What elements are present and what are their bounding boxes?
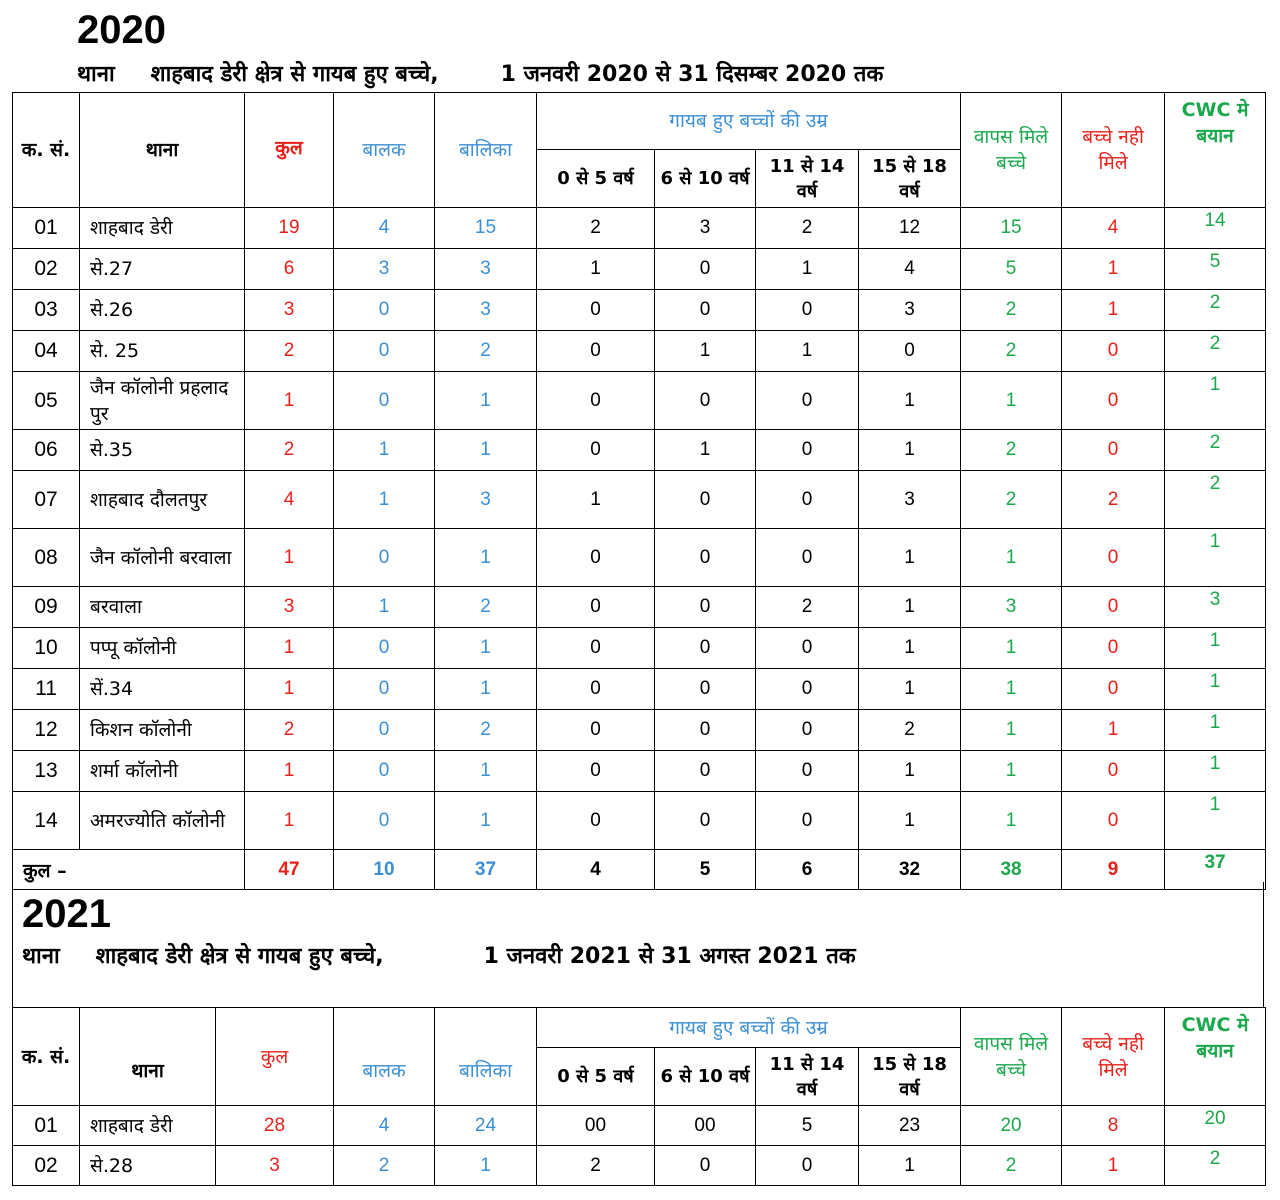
table-row — [13, 669, 1266, 710]
header-boys: बालक — [334, 1008, 435, 1106]
row-cwc: 20 — [1165, 1106, 1266, 1146]
row-boys: 0 — [334, 529, 435, 587]
table-row — [13, 628, 1266, 669]
row-sr: 09 — [13, 587, 80, 628]
row-station: शाहबाद डेरी — [80, 208, 245, 249]
table-row — [13, 1146, 1266, 1186]
row-station: शाहबाद दौलतपुर — [80, 471, 245, 529]
row-age-15-18: 3 — [859, 290, 961, 331]
row-age-15-18: 1 — [859, 587, 961, 628]
row-not-found: 1 — [1062, 1146, 1165, 1186]
header-sr: क. सं. — [13, 93, 80, 208]
row-age-6-10: 3 — [655, 208, 756, 249]
row-boys: 0 — [334, 669, 435, 710]
row-age-15-18: 0 — [859, 331, 961, 372]
row-total: 1 — [245, 751, 334, 792]
row-age-6-10: 0 — [655, 372, 756, 430]
row-not-found: 0 — [1062, 587, 1165, 628]
row-not-found: 0 — [1062, 529, 1165, 587]
row-girls: 15 — [435, 208, 537, 249]
row-age-11-14: 0 — [756, 792, 859, 850]
row-girls: 3 — [435, 471, 537, 529]
row-age-6-10: 0 — [655, 751, 756, 792]
row-age-6-10: 0 — [655, 669, 756, 710]
header-station: थाना — [80, 93, 245, 208]
row-not-found: 0 — [1062, 331, 1165, 372]
row-cwc: 1 — [1165, 372, 1266, 430]
row-sr: 01 — [13, 1106, 80, 1146]
row-age-11-14: 1 — [756, 249, 859, 290]
row-age-6-10: 0 — [655, 471, 756, 529]
row-age-11-14: 5 — [756, 1106, 859, 1146]
row-cwc: 1 — [1165, 710, 1266, 751]
header-girls: बालिका — [435, 1008, 537, 1106]
row-total: 2 — [245, 430, 334, 471]
row-age-11-14: 2 — [756, 208, 859, 249]
row-not-found: 0 — [1062, 751, 1165, 792]
row-found: 1 — [961, 710, 1062, 751]
header-not-found: बच्चे नही मिले — [1062, 1008, 1165, 1106]
subtitle-right: 1 जनवरी 2021 से 31 अगस्त 2021 तक — [483, 944, 856, 969]
year-title-2021: 2021 — [22, 892, 111, 936]
row-sr: 06 — [13, 430, 80, 471]
row-boys: 0 — [334, 751, 435, 792]
row-age-15-18: 1 — [859, 430, 961, 471]
row-girls: 1 — [435, 1146, 537, 1186]
row-girls: 1 — [435, 751, 537, 792]
row-cwc: 2 — [1165, 471, 1266, 529]
row-station: से.27 — [80, 249, 245, 290]
row-found: 15 — [961, 208, 1062, 249]
row-girls: 1 — [435, 372, 537, 430]
row-total: 4 — [245, 471, 334, 529]
header-sr: क. सं. — [13, 1008, 80, 1106]
row-cwc: 5 — [1165, 249, 1266, 290]
row-age-15-18: 1 — [859, 751, 961, 792]
row-station: शर्मा कॉलोनी — [80, 751, 245, 792]
row-total: 1 — [245, 792, 334, 850]
row-age-0-5: 00 — [537, 1106, 655, 1146]
row-age-6-10: 0 — [655, 792, 756, 850]
totals-total: 47 — [245, 850, 334, 890]
row-not-found: 0 — [1062, 372, 1165, 430]
row-cwc: 1 — [1165, 751, 1266, 792]
row-not-found: 8 — [1062, 1106, 1165, 1146]
row-total: 1 — [245, 669, 334, 710]
row-station: से.35 — [80, 430, 245, 471]
table-row — [13, 1106, 1266, 1146]
row-age-0-5: 0 — [537, 669, 655, 710]
row-sr: 03 — [13, 290, 80, 331]
row-boys: 0 — [334, 792, 435, 850]
row-total: 1 — [245, 372, 334, 430]
totals-age-11-14: 6 — [756, 850, 859, 890]
row-cwc: 3 — [1165, 587, 1266, 628]
header-not-found: बच्चे नही मिले — [1062, 93, 1165, 208]
row-not-found: 1 — [1062, 249, 1165, 290]
row-age-15-18: 1 — [859, 628, 961, 669]
row-not-found: 0 — [1062, 628, 1165, 669]
row-age-11-14: 0 — [756, 430, 859, 471]
row-girls: 1 — [435, 430, 537, 471]
row-cwc: 1 — [1165, 792, 1266, 850]
row-total: 1 — [245, 529, 334, 587]
row-total: 1 — [245, 628, 334, 669]
row-found: 1 — [961, 792, 1062, 850]
header-age-11-14: 11 से 14 वर्ष — [756, 1048, 859, 1106]
row-sr: 02 — [13, 1146, 80, 1186]
row-found: 1 — [961, 372, 1062, 430]
row-sr: 10 — [13, 628, 80, 669]
subtitle-left: थाना — [22, 944, 60, 969]
row-found: 2 — [961, 430, 1062, 471]
header-total: कुल — [216, 1008, 334, 1106]
table-row — [13, 710, 1266, 751]
table-row — [13, 208, 1266, 249]
table-row — [13, 249, 1266, 290]
row-found: 1 — [961, 628, 1062, 669]
row-age-11-14: 0 — [756, 372, 859, 430]
totals-not-found: 9 — [1062, 850, 1165, 890]
row-girls: 3 — [435, 290, 537, 331]
row-found: 1 — [961, 669, 1062, 710]
row-cwc: 2 — [1165, 331, 1266, 372]
row-cwc: 2 — [1165, 430, 1266, 471]
row-found: 3 — [961, 587, 1062, 628]
row-station: पप्पू कॉलोनी — [80, 628, 245, 669]
row-boys: 0 — [334, 331, 435, 372]
row-not-found: 0 — [1062, 669, 1165, 710]
row-girls: 1 — [435, 529, 537, 587]
subtitle-right: 1 जनवरी 2020 से 31 दिसम्बर 2020 तक — [500, 62, 884, 87]
row-age-15-18: 1 — [859, 529, 961, 587]
row-station: जैन कॉलोनी प्रहलाद पुर — [80, 372, 245, 430]
totals-age-0-5: 4 — [537, 850, 655, 890]
row-not-found: 0 — [1062, 430, 1165, 471]
row-age-0-5: 1 — [537, 249, 655, 290]
row-age-0-5: 0 — [537, 290, 655, 331]
row-total: 19 — [245, 208, 334, 249]
row-total: 6 — [245, 249, 334, 290]
row-age-15-18: 3 — [859, 471, 961, 529]
row-boys: 4 — [334, 1106, 435, 1146]
row-boys: 0 — [334, 372, 435, 430]
year-title-2020: 2020 — [77, 8, 166, 52]
row-sr: 11 — [13, 669, 80, 710]
header-age-0-5: 0 से 5 वर्ष — [537, 1048, 655, 1106]
totals-boys: 10 — [334, 850, 435, 890]
row-sr: 05 — [13, 372, 80, 430]
table-row — [13, 471, 1266, 529]
row-age-0-5: 0 — [537, 587, 655, 628]
row-age-15-18: 4 — [859, 249, 961, 290]
row-age-0-5: 0 — [537, 792, 655, 850]
row-age-0-5: 1 — [537, 471, 655, 529]
row-cwc: 1 — [1165, 628, 1266, 669]
row-age-0-5: 2 — [537, 1146, 655, 1186]
row-girls: 1 — [435, 628, 537, 669]
header-station: थाना — [80, 1008, 216, 1106]
row-station: किशन कॉलोनी — [80, 710, 245, 751]
header-age-15-18: 15 से 18 वर्ष — [859, 150, 961, 208]
row-sr: 14 — [13, 792, 80, 850]
subtitle-left: थाना — [77, 62, 115, 87]
row-found: 2 — [961, 290, 1062, 331]
row-age-6-10: 0 — [655, 628, 756, 669]
row-age-11-14: 0 — [756, 1146, 859, 1186]
row-girls: 2 — [435, 710, 537, 751]
row-age-6-10: 1 — [655, 430, 756, 471]
totals-age-15-18: 32 — [859, 850, 961, 890]
header-age-6-10: 6 से 10 वर्ष — [655, 1048, 756, 1106]
totals-age-6-10: 5 — [655, 850, 756, 890]
table-row — [13, 529, 1266, 587]
row-sr: 07 — [13, 471, 80, 529]
row-cwc: 2 — [1165, 1146, 1266, 1186]
row-age-0-5: 0 — [537, 628, 655, 669]
row-age-11-14: 0 — [756, 751, 859, 792]
row-cwc: 2 — [1165, 290, 1266, 331]
row-station: से.26 — [80, 290, 245, 331]
row-age-15-18: 1 — [859, 669, 961, 710]
row-age-15-18: 1 — [859, 1146, 961, 1186]
row-age-11-14: 0 — [756, 290, 859, 331]
row-boys: 1 — [334, 471, 435, 529]
header-found: वापस मिले बच्चे — [961, 93, 1062, 208]
row-station: से.28 — [80, 1146, 216, 1186]
row-total: 28 — [216, 1106, 334, 1146]
table-row — [13, 331, 1266, 372]
row-age-0-5: 0 — [537, 751, 655, 792]
row-station: अमरज्योति कॉलोनी — [80, 792, 245, 850]
row-station: शाहबाद डेरी — [80, 1106, 216, 1146]
row-boys: 0 — [334, 628, 435, 669]
header-cwc: CWC मे बयान — [1165, 1008, 1266, 1106]
row-age-6-10: 0 — [655, 529, 756, 587]
row-cwc: 1 — [1165, 669, 1266, 710]
header-age-group: गायब हुए बच्चों की उम्र — [537, 93, 961, 150]
table-body-2020 — [13, 208, 1266, 890]
row-boys: 4 — [334, 208, 435, 249]
row-total: 2 — [245, 331, 334, 372]
header-age-0-5: 0 से 5 वर्ष — [537, 150, 655, 208]
row-total: 3 — [216, 1146, 334, 1186]
row-found: 1 — [961, 751, 1062, 792]
row-sr: 04 — [13, 331, 80, 372]
row-age-15-18: 2 — [859, 710, 961, 751]
row-not-found: 1 — [1062, 290, 1165, 331]
table-body-2021 — [13, 1106, 1266, 1186]
row-age-6-10: 0 — [655, 249, 756, 290]
row-age-6-10: 0 — [655, 290, 756, 331]
row-sr: 13 — [13, 751, 80, 792]
header-total: कुल — [245, 93, 334, 208]
header-found: वापस मिले बच्चे — [961, 1008, 1062, 1106]
row-girls: 2 — [435, 331, 537, 372]
subtitle-2020 — [77, 60, 883, 90]
row-girls: 1 — [435, 792, 537, 850]
row-boys: 2 — [334, 1146, 435, 1186]
row-girls: 1 — [435, 669, 537, 710]
row-age-11-14: 0 — [756, 669, 859, 710]
table-row — [13, 430, 1266, 471]
row-cwc: 1 — [1165, 529, 1266, 587]
row-station: जैन कॉलोनी बरवाला — [80, 529, 245, 587]
header-cwc: CWC मे बयान — [1165, 93, 1266, 208]
totals-label: कुल – — [13, 850, 245, 890]
row-age-0-5: 0 — [537, 710, 655, 751]
row-sr: 01 — [13, 208, 80, 249]
row-age-11-14: 2 — [756, 587, 859, 628]
row-station: बरवाला — [80, 587, 245, 628]
row-age-6-10: 1 — [655, 331, 756, 372]
row-age-6-10: 0 — [655, 587, 756, 628]
row-total: 2 — [245, 710, 334, 751]
row-age-0-5: 0 — [537, 529, 655, 587]
header-girls: बालिका — [435, 93, 537, 208]
table-2021 — [12, 1007, 1266, 1186]
row-total: 3 — [245, 290, 334, 331]
subtitle-mid: शाहबाद डेरी क्षेत्र से गायब हुए बच्चे, — [95, 944, 384, 969]
row-not-found: 2 — [1062, 471, 1165, 529]
totals-girls: 37 — [435, 850, 537, 890]
table-row — [13, 290, 1266, 331]
row-station: सें.34 — [80, 669, 245, 710]
row-boys: 0 — [334, 710, 435, 751]
row-not-found: 0 — [1062, 792, 1165, 850]
row-age-0-5: 0 — [537, 331, 655, 372]
header-boys: बालक — [334, 93, 435, 208]
row-found: 2 — [961, 471, 1062, 529]
totals-found: 38 — [961, 850, 1062, 890]
row-age-15-18: 23 — [859, 1106, 961, 1146]
row-age-0-5: 2 — [537, 208, 655, 249]
table-row — [13, 372, 1266, 430]
row-total: 3 — [245, 587, 334, 628]
row-sr: 08 — [13, 529, 80, 587]
row-age-6-10: 0 — [655, 1146, 756, 1186]
row-age-0-5: 0 — [537, 372, 655, 430]
row-found: 5 — [961, 249, 1062, 290]
row-age-15-18: 12 — [859, 208, 961, 249]
row-found: 20 — [961, 1106, 1062, 1146]
row-boys: 1 — [334, 587, 435, 628]
row-girls: 3 — [435, 249, 537, 290]
row-age-11-14: 0 — [756, 710, 859, 751]
table-row — [13, 751, 1266, 792]
table-2020 — [12, 92, 1266, 890]
row-sr: 02 — [13, 249, 80, 290]
row-station: से. 25 — [80, 331, 245, 372]
row-boys: 0 — [334, 290, 435, 331]
row-age-11-14: 0 — [756, 529, 859, 587]
row-girls: 24 — [435, 1106, 537, 1146]
row-age-6-10: 00 — [655, 1106, 756, 1146]
row-age-0-5: 0 — [537, 430, 655, 471]
subtitle-mid: शाहबाद डेरी क्षेत्र से गायब हुए बच्चे, — [150, 62, 439, 87]
row-boys: 3 — [334, 249, 435, 290]
row-boys: 1 — [334, 430, 435, 471]
row-age-15-18: 1 — [859, 372, 961, 430]
row-age-11-14: 0 — [756, 628, 859, 669]
row-not-found: 4 — [1062, 208, 1165, 249]
row-found: 2 — [961, 1146, 1062, 1186]
section-border-2021 — [12, 882, 1264, 1008]
table-row — [13, 792, 1266, 850]
row-cwc: 14 — [1165, 208, 1266, 249]
header-age-6-10: 6 से 10 वर्ष — [655, 150, 756, 208]
row-age-15-18: 1 — [859, 792, 961, 850]
row-not-found: 1 — [1062, 710, 1165, 751]
header-age-11-14: 11 से 14 वर्ष — [756, 150, 859, 208]
totals-cwc: 37 — [1165, 850, 1266, 890]
row-age-6-10: 0 — [655, 710, 756, 751]
row-age-11-14: 0 — [756, 471, 859, 529]
row-sr: 12 — [13, 710, 80, 751]
row-age-11-14: 1 — [756, 331, 859, 372]
header-age-group: गायब हुए बच्चों की उम्र — [537, 1008, 961, 1048]
row-girls: 2 — [435, 587, 537, 628]
table-row — [13, 587, 1266, 628]
row-found: 1 — [961, 529, 1062, 587]
row-found: 2 — [961, 331, 1062, 372]
header-age-15-18: 15 से 18 वर्ष — [859, 1048, 961, 1106]
